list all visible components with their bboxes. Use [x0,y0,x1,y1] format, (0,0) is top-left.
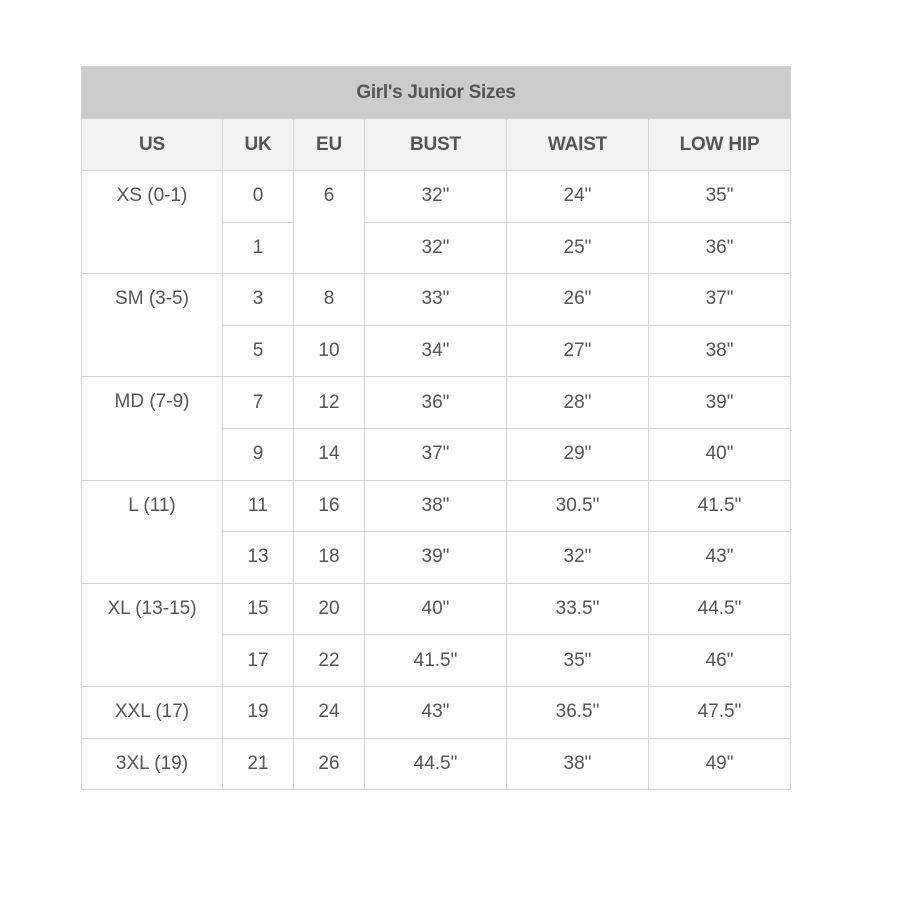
waist-cell: 38" [507,738,649,790]
low-hip-cell: 47.5" [649,686,791,738]
us-size-cell: XS (0-1) [82,171,223,274]
us-size-cell: SM (3-5) [82,274,223,377]
uk-size-cell: 3 [223,274,294,326]
waist-cell: 36.5" [507,686,649,738]
eu-size-cell: 18 [294,532,365,584]
eu-size-cell: 12 [294,377,365,429]
header-eu: EU [294,119,365,171]
low-hip-cell: 39" [649,377,791,429]
waist-cell: 35" [507,635,649,687]
us-size-cell: XXL (17) [82,686,223,738]
eu-size-cell: 10 [294,325,365,377]
header-row [82,119,791,171]
header-waist: WAIST [507,119,649,171]
size-chart-table [81,66,791,790]
low-hip-cell: 38" [649,325,791,377]
us-size-cell: MD (7-9) [82,377,223,480]
us-size-cell: L (11) [82,480,223,583]
table-row [82,738,791,790]
bust-cell: 32" [365,222,507,274]
uk-size-cell: 21 [223,738,294,790]
eu-size-cell: 8 [294,274,365,326]
eu-size-cell: 20 [294,583,365,635]
uk-size-cell: 1 [223,222,294,274]
bust-cell: 43" [365,686,507,738]
bust-cell: 34" [365,325,507,377]
waist-cell: 26" [507,274,649,326]
table-row [82,480,791,532]
eu-size-cell: 22 [294,635,365,687]
uk-size-cell: 7 [223,377,294,429]
uk-size-cell: 11 [223,480,294,532]
us-size-cell: 3XL (19) [82,738,223,790]
us-size-cell: XL (13-15) [82,583,223,686]
eu-size-cell: 16 [294,480,365,532]
waist-cell: 28" [507,377,649,429]
bust-cell: 36" [365,377,507,429]
bust-cell: 33" [365,274,507,326]
eu-size-cell: 26 [294,738,365,790]
bust-cell: 40" [365,583,507,635]
waist-cell: 32" [507,532,649,584]
uk-size-cell: 15 [223,583,294,635]
uk-size-cell: 13 [223,532,294,584]
header-bust: BUST [365,119,507,171]
waist-cell: 30.5" [507,480,649,532]
low-hip-cell: 49" [649,738,791,790]
bust-cell: 38" [365,480,507,532]
table-row [82,583,791,635]
bust-cell: 39" [365,532,507,584]
waist-cell: 27" [507,325,649,377]
waist-cell: 24" [507,171,649,223]
bust-cell: 37" [365,428,507,480]
uk-size-cell: 0 [223,171,294,223]
bust-cell: 41.5" [365,635,507,687]
waist-cell: 33.5" [507,583,649,635]
eu-size-cell: 24 [294,686,365,738]
header-us: US [82,119,223,171]
low-hip-cell: 46" [649,635,791,687]
low-hip-cell: 41.5" [649,480,791,532]
header-uk: UK [223,119,294,171]
table-row [82,377,791,429]
uk-size-cell: 5 [223,325,294,377]
low-hip-cell: 44.5" [649,583,791,635]
uk-size-cell: 17 [223,635,294,687]
eu-size-cell: 14 [294,428,365,480]
bust-cell: 44.5" [365,738,507,790]
low-hip-cell: 43" [649,532,791,584]
uk-size-cell: 9 [223,428,294,480]
waist-cell: 29" [507,428,649,480]
header-low-hip: LOW HIP [649,119,791,171]
table-row [82,686,791,738]
table-row [82,274,791,326]
low-hip-cell: 40" [649,428,791,480]
title-row [82,67,791,119]
eu-size-cell: 6 [294,171,365,274]
low-hip-cell: 37" [649,274,791,326]
low-hip-cell: 36" [649,222,791,274]
low-hip-cell: 35" [649,171,791,223]
table-row [82,171,791,223]
bust-cell: 32" [365,171,507,223]
table-title: Girl's Junior Sizes [82,67,791,119]
waist-cell: 25" [507,222,649,274]
uk-size-cell: 19 [223,686,294,738]
